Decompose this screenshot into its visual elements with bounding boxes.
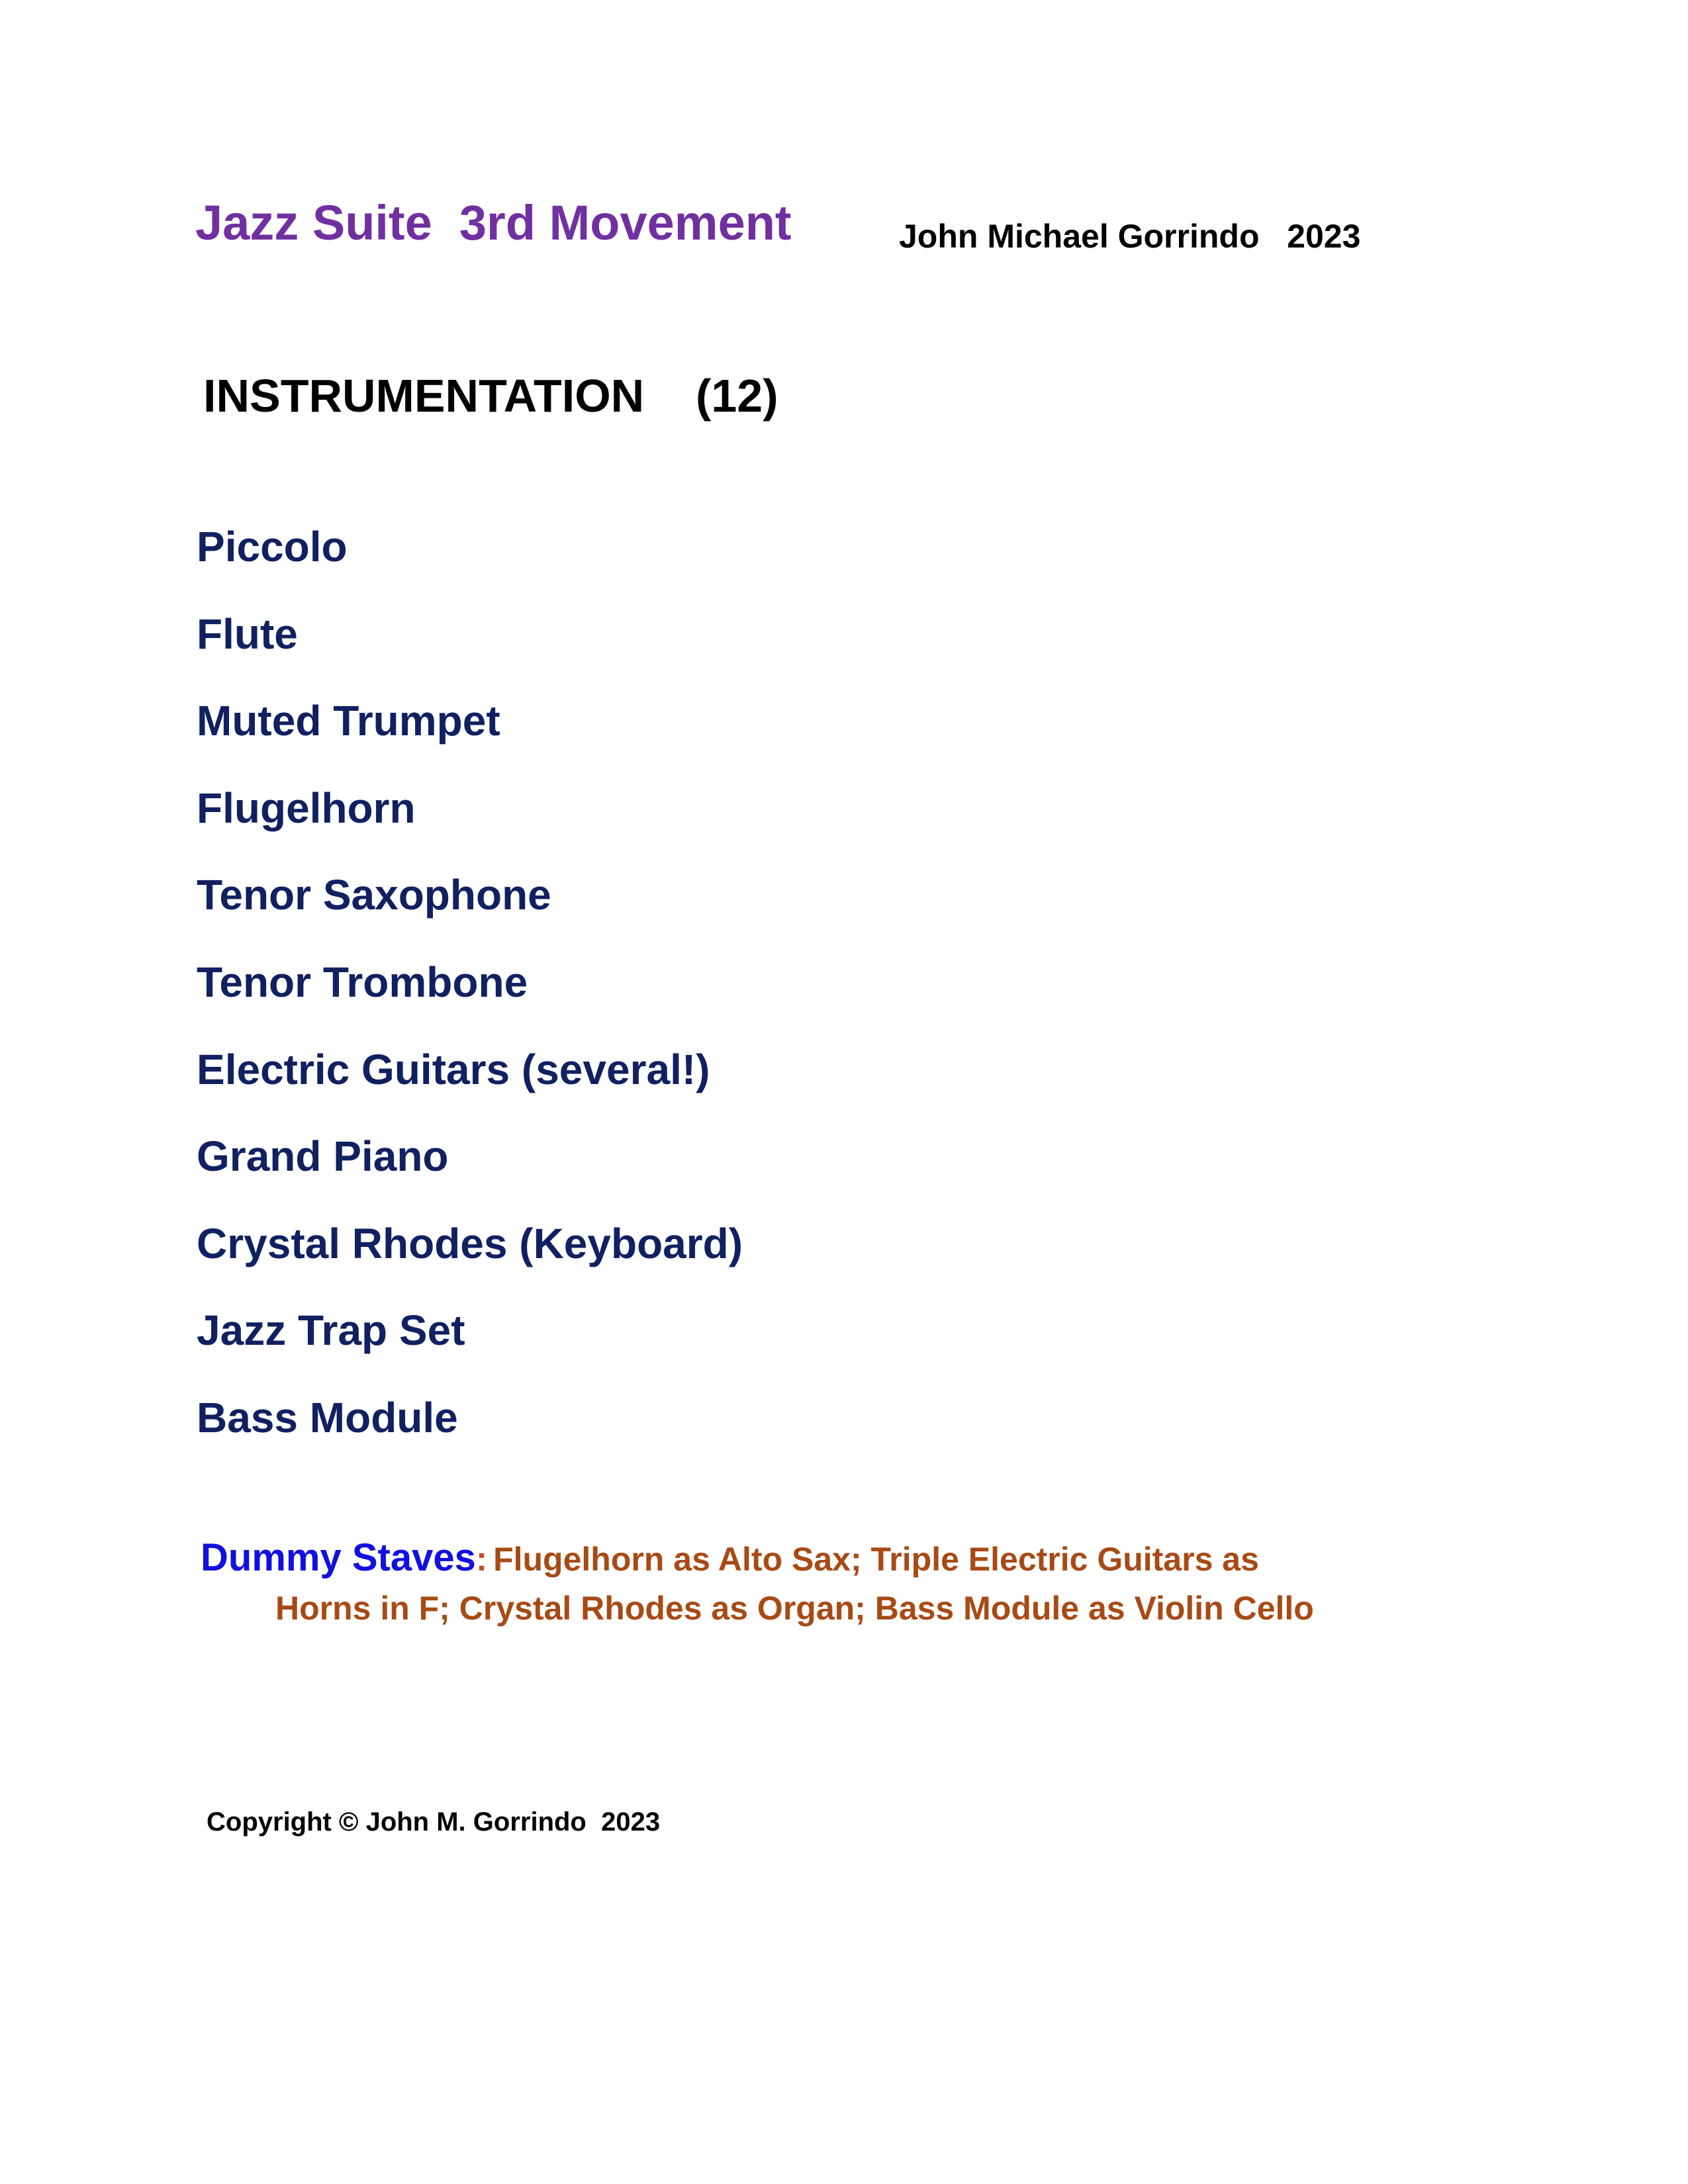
instrument-item: Bass Module [197, 1393, 458, 1441]
instrument-item: Grand Piano [197, 1132, 449, 1181]
dummy-staves-text-1: Flugelhorn as Alto Sax; Triple Electric Guitars as [493, 1541, 1259, 1578]
author-year: John Michael Gorrindo 2023 [899, 218, 1361, 255]
instrument-item: Jazz Trap Set [197, 1306, 465, 1355]
copyright-notice: Copyright © John M. Gorrindo 2023 [207, 1807, 661, 1837]
document-title: Jazz Suite 3rd Movement [195, 195, 792, 250]
instrument-item: Tenor Saxophone [197, 871, 551, 919]
dummy-staves-line-1 [201, 1536, 1392, 1579]
instrument-item: Tenor Trombone [197, 958, 528, 1006]
instrument-item: Flugelhorn [197, 784, 416, 832]
instrumentation-heading: INSTRUMENTATION (12) [203, 370, 778, 422]
instrument-item: Piccolo [197, 523, 348, 570]
instrument-list [197, 525, 743, 1484]
instrument-item: Crystal Rhodes (Keyboard) [197, 1219, 743, 1267]
instrument-item: Flute [197, 610, 298, 658]
dummy-staves-colon: : [475, 1540, 488, 1578]
dummy-staves-label: Dummy Staves [201, 1536, 476, 1579]
dummy-staves-note [201, 1536, 1392, 1627]
instrument-item: Muted Trumpet [197, 697, 500, 745]
dummy-staves-text-2: Horns in F; Crystal Rhodes as Organ; Bass Module as Violin Cello [275, 1590, 1314, 1627]
instrument-item: Electric Guitars (several!) [197, 1045, 710, 1093]
